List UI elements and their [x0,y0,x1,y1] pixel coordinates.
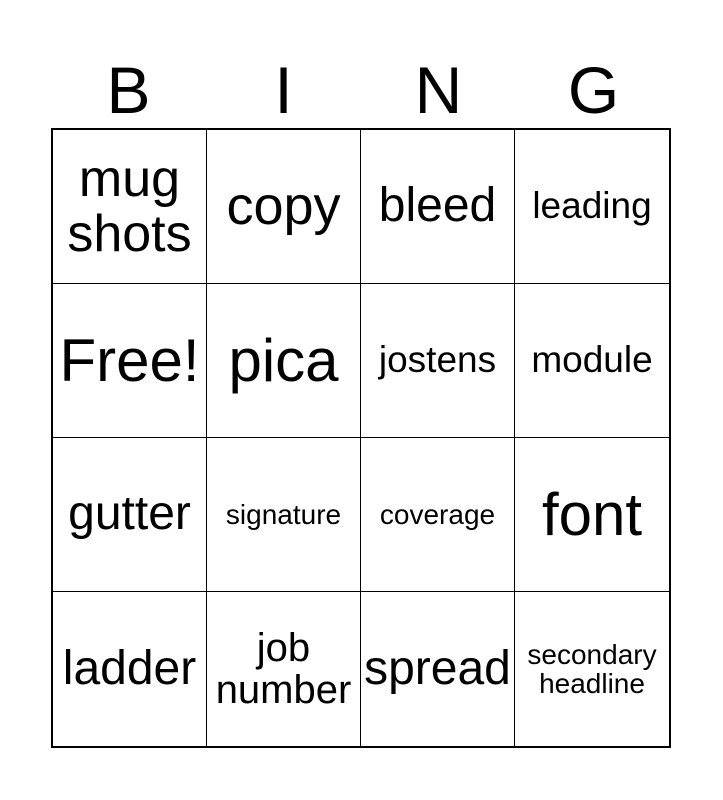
bingo-cell-r3c1[interactable] [53,438,207,592]
header-letter-b: B [106,53,151,127]
header-letter-g: G [567,53,620,127]
bingo-cell-r4c4[interactable] [515,592,669,746]
bingo-cell-r3c2[interactable] [207,438,361,592]
bingo-cell-r1c1[interactable] [53,130,207,284]
bingo-cell-r2c2[interactable] [207,284,361,438]
bingo-cell-r2c3[interactable] [361,284,515,438]
bingo-cell-r4c3[interactable] [361,592,515,746]
cell-label: ladder [62,641,197,695]
bingo-cell-r4c2[interactable] [207,592,361,746]
bingo-cell-r1c4[interactable] [515,130,669,284]
bingo-cell-r1c2[interactable] [207,130,361,284]
cell-label: jostens [378,339,497,381]
cell-label: copy [226,176,341,237]
header-letter-i: I [274,53,293,127]
cell-label: spread [364,641,511,695]
cell-label: job number [215,626,352,712]
bingo-cell-r3c4[interactable] [515,438,669,592]
header-letter-n: N [414,53,463,127]
cell-label: secondary headline [527,638,657,699]
bingo-board [51,128,671,748]
cell-label: module [531,339,653,381]
cell-label: leading [532,185,652,227]
cell-label: bleed [378,179,497,233]
bingo-cell-r2c1[interactable] [53,284,207,438]
bingo-cell-r4c1[interactable] [53,592,207,746]
cell-label: coverage [379,498,496,530]
bingo-cell-r3c3[interactable] [361,438,515,592]
bingo-cell-r1c3[interactable] [361,130,515,284]
cell-label: Free! [59,327,200,394]
cell-label: font [541,481,643,548]
cell-label: gutter [68,487,191,541]
cell-label: mug shots [67,149,192,263]
bingo-header [51,50,671,130]
cell-label: pica [228,327,339,394]
bingo-cell-r2c4[interactable] [515,284,669,438]
cell-label: signature [225,498,342,530]
